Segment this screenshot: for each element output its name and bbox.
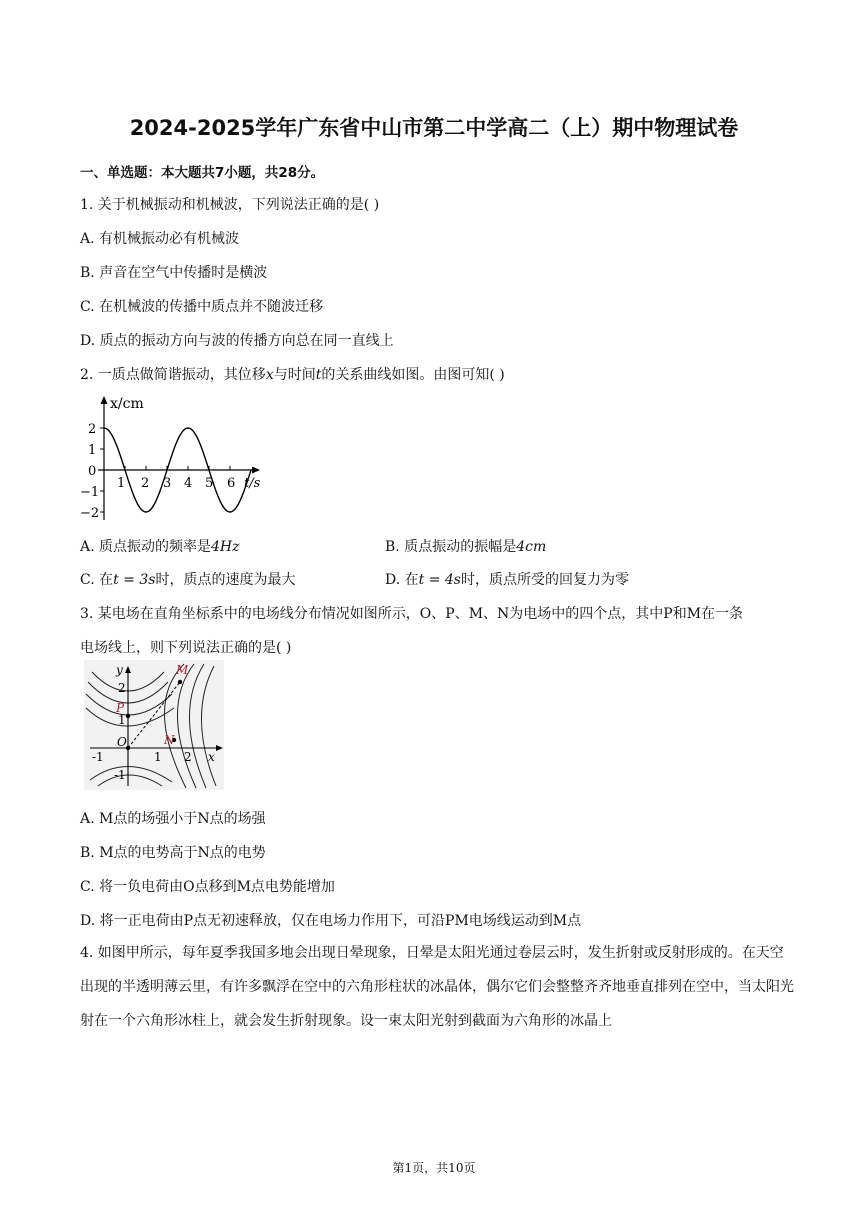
q3-label-1y: 1 xyxy=(118,713,126,727)
q2-xtick-4: 4 xyxy=(184,476,193,491)
q2-ytick-neg1: −1 xyxy=(80,485,100,500)
q2-xtick-6: 6 xyxy=(227,476,236,491)
q3-label-n: N xyxy=(164,733,175,747)
q2-xtick-1: 1 xyxy=(117,476,126,491)
q3-label-2x: 2 xyxy=(184,750,192,764)
q1-option-d: D. 质点的振动方向与波的传播方向总在同一直线上 xyxy=(80,333,394,349)
section-heading: 一、单选题：本大题共7小题，共28分。 xyxy=(80,165,325,181)
q3-option-d: D. 将一正电荷由P点无初速释放，仅在电场力作用下，可沿PM电场线运动到M点 xyxy=(80,913,582,929)
q3-label-o: O xyxy=(117,735,127,749)
q3-option-b: B. M点的电势高于N点的电势 xyxy=(80,845,266,861)
q3-option-c: C. 将一负电荷由O点移到M点电势能增加 xyxy=(80,879,335,895)
q2-x-arrow xyxy=(252,467,260,474)
q2-option-c: C. 在t = 3s时，质点的速度为最大 xyxy=(80,572,296,588)
q2-stem: 2. 一质点做简谐振动，其位移x与时间t的关系曲线如图。由图可知( ) xyxy=(80,367,505,383)
q2-ytick-neg2: −2 xyxy=(80,506,100,521)
q2-displacement-graph xyxy=(74,392,274,524)
q1-option-a: A. 有机械振动必有机械波 xyxy=(80,231,240,247)
q4-text: 4. 如图甲所示，每年夏季我国多地会出现日晕现象，日晕是太阳光通过卷层云时，发生折射或反射形成的。在天空出现的半透明薄云里，有许多飘浮在空中的六角形柱状的冰晶体，偶尔它们会整整齐齐地垂直排列在空中，当太阳光射在一个六角形冰柱上，就会发生折射现象。设一束太阳光射到截面为六角形的冰晶上 xyxy=(80,945,794,1029)
q2-xtick-2: 2 xyxy=(141,476,150,491)
q3-stem-line1: 3. 某电场在直角坐标系中的电场线分布情况如图所示，O、P、M、N为电场中的四个点，其中P和M在一条 xyxy=(80,606,744,622)
q3-label-m: M xyxy=(176,663,189,677)
q2-option-d: D. 在t = 4s时，质点所受的回复力为零 xyxy=(385,572,629,588)
q3-label-1x: 1 xyxy=(154,750,162,764)
q2-xtick-5: 5 xyxy=(205,476,214,491)
q3-label-neg1x: -1 xyxy=(92,750,104,764)
q2-option-b: B. 质点振动的振幅是4cm xyxy=(385,539,547,555)
q2-option-a: A. 质点振动的频率是4Hz xyxy=(80,539,240,555)
q3-stem-line2: 电场线上，则下列说法正确的是( ) xyxy=(80,640,292,656)
page-title: 2024-2025学年广东省中山市第二中学高二（上）期中物理试卷 xyxy=(129,116,739,140)
q1-stem: 1. 关于机械振动和机械波，下列说法正确的是( ) xyxy=(80,197,380,213)
q3-label-2: 2 xyxy=(118,681,126,695)
q3-option-a: A. M点的场强小于N点的场强 xyxy=(80,811,266,827)
q2-y-arrow xyxy=(101,396,108,404)
q3-label-x: x xyxy=(208,750,215,764)
q2-ytick-1: 1 xyxy=(88,443,97,458)
q3-label-neg1y: -1 xyxy=(114,768,126,782)
q3-label-y: y xyxy=(116,663,123,677)
q3-electric-field-figure xyxy=(84,660,224,790)
q2-ylabel: x/cm xyxy=(110,396,144,412)
q1-option-b: B. 声音在空气中传播时是横波 xyxy=(80,265,268,281)
q2-xtick-3: 3 xyxy=(163,476,172,491)
q2-xlabel: t/s xyxy=(244,476,261,491)
q3-label-p: P xyxy=(116,701,125,715)
q2-ytick-2: 2 xyxy=(88,422,97,437)
q2-ytick-0: 0 xyxy=(88,464,97,479)
q1-option-c: C. 在机械波的传播中质点并不随波迁移 xyxy=(80,299,324,315)
page-footer: 第1页，共10页 xyxy=(392,1161,476,1175)
